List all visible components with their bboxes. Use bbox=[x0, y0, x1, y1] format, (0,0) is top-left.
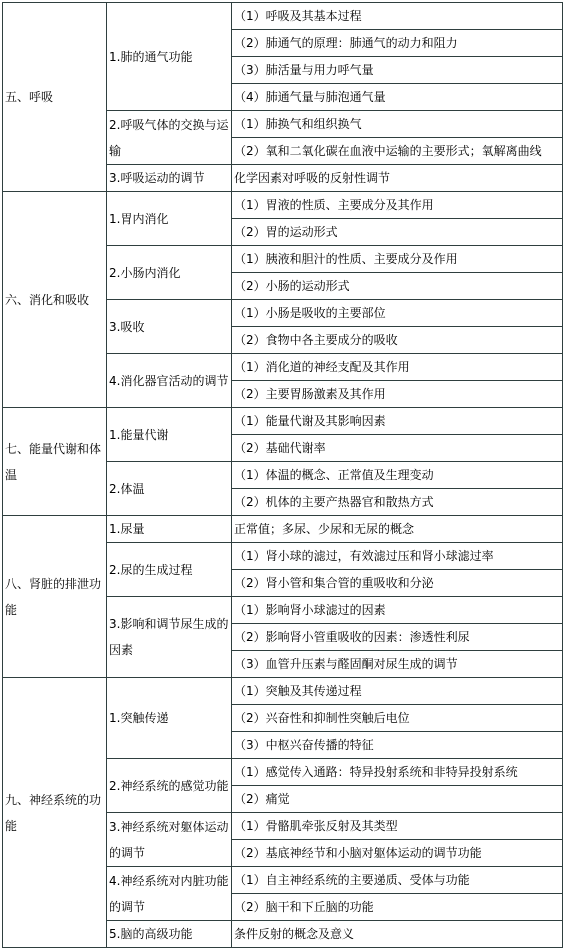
item-cell: （2）胃的运动形式 bbox=[232, 219, 563, 246]
topic-name-cell: 1.能量代谢 bbox=[107, 408, 232, 462]
item-cell: （1）消化道的神经支配及其作用 bbox=[232, 354, 563, 381]
item-cell: （1）感觉传入通路：特异投射系统和非特异投射系统 bbox=[232, 759, 563, 786]
item-cell: （2）肺通气的原理：肺通气的动力和阻力 bbox=[232, 30, 563, 57]
item-cell: （1）能量代谢及其影响因素 bbox=[232, 408, 563, 435]
item-cell: （2）氧和二氧化碳在血液中运输的主要形式；氧解离曲线 bbox=[232, 138, 563, 165]
topic-name-cell: 1.突触传递 bbox=[107, 678, 232, 759]
topic-name-cell: 1.胃内消化 bbox=[107, 192, 232, 246]
syllabus-table bbox=[2, 2, 563, 948]
item-cell: （1）肺换气和组织换气 bbox=[232, 111, 563, 138]
syllabus-table-body bbox=[3, 3, 563, 948]
topic-name-cell: 2.神经系统的感觉功能 bbox=[107, 759, 232, 813]
item-cell: （1）影响肾小球滤过的因素 bbox=[232, 597, 563, 624]
item-cell: （2）影响肾小管重吸收的因素：渗透性利尿 bbox=[232, 624, 563, 651]
table-row bbox=[3, 678, 563, 705]
topic-name-cell: 2.小肠内消化 bbox=[107, 246, 232, 300]
item-cell: （1）突触及其传递过程 bbox=[232, 678, 563, 705]
item-cell: 条件反射的概念及意义 bbox=[232, 921, 563, 948]
item-cell: （1）胃液的性质、主要成分及其作用 bbox=[232, 192, 563, 219]
item-cell: （2）痛觉 bbox=[232, 786, 563, 813]
item-cell: （3）中枢兴奋传播的特征 bbox=[232, 732, 563, 759]
topic-name-cell: 3.呼吸运动的调节 bbox=[107, 165, 232, 192]
item-cell: 正常值；多尿、少尿和无尿的概念 bbox=[232, 516, 563, 543]
item-cell: （1）自主神经系统的主要递质、受体与功能 bbox=[232, 867, 563, 894]
topic-name-cell: 3.影响和调节尿生成的因素 bbox=[107, 597, 232, 678]
item-cell: （1）呼吸及其基本过程 bbox=[232, 3, 563, 30]
section-title-cell: 五、呼吸 bbox=[3, 3, 107, 192]
table-row bbox=[3, 3, 563, 30]
section-title-cell: 六、消化和吸收 bbox=[3, 192, 107, 408]
item-cell: （1）胰液和胆汁的性质、主要成分及作用 bbox=[232, 246, 563, 273]
section-title-cell: 九、神经系统的功能 bbox=[3, 678, 107, 948]
item-cell: （1）骨骼肌牵张反射及其类型 bbox=[232, 813, 563, 840]
topic-name-cell: 1.肺的通气功能 bbox=[107, 3, 232, 111]
item-cell: （3）肺活量与用力呼气量 bbox=[232, 57, 563, 84]
topic-name-cell: 3.吸收 bbox=[107, 300, 232, 354]
item-cell: （3）血管升压素与醛固酮对尿生成的调节 bbox=[232, 651, 563, 678]
item-cell: （2）基底神经节和小脑对躯体运动的调节功能 bbox=[232, 840, 563, 867]
item-cell: （1）小肠是吸收的主要部位 bbox=[232, 300, 563, 327]
item-cell: （2）主要胃肠激素及其作用 bbox=[232, 381, 563, 408]
item-cell: （2）肾小管和集合管的重吸收和分泌 bbox=[232, 570, 563, 597]
topic-name-cell: 5.脑的高级功能 bbox=[107, 921, 232, 948]
section-title-cell: 八、肾脏的排泄功能 bbox=[3, 516, 107, 678]
item-cell: （2）兴奋性和抑制性突触后电位 bbox=[232, 705, 563, 732]
item-cell: （4）肺通气量与肺泡通气量 bbox=[232, 84, 563, 111]
table-row bbox=[3, 516, 563, 543]
topic-name-cell: 4.消化器官活动的调节 bbox=[107, 354, 232, 408]
item-cell: （1）体温的概念、正常值及生理变动 bbox=[232, 462, 563, 489]
table-row bbox=[3, 192, 563, 219]
item-cell: （2）小肠的运动形式 bbox=[232, 273, 563, 300]
item-cell: （1）肾小球的滤过，有效滤过压和肾小球滤过率 bbox=[232, 543, 563, 570]
topic-name-cell: 2.呼吸气体的交换与运输 bbox=[107, 111, 232, 165]
table-row bbox=[3, 408, 563, 435]
topic-name-cell: 3.神经系统对躯体运动的调节 bbox=[107, 813, 232, 867]
item-cell: 化学因素对呼吸的反射性调节 bbox=[232, 165, 563, 192]
section-title-cell: 七、能量代谢和体温 bbox=[3, 408, 107, 516]
item-cell: （2）机体的主要产热器官和散热方式 bbox=[232, 489, 563, 516]
topic-name-cell: 4.神经系统对内脏功能的调节 bbox=[107, 867, 232, 921]
item-cell: （2）脑干和下丘脑的功能 bbox=[232, 894, 563, 921]
topic-name-cell: 2.尿的生成过程 bbox=[107, 543, 232, 597]
item-cell: （2）基础代谢率 bbox=[232, 435, 563, 462]
topic-name-cell: 2.体温 bbox=[107, 462, 232, 516]
topic-name-cell: 1.尿量 bbox=[107, 516, 232, 543]
item-cell: （2）食物中各主要成分的吸收 bbox=[232, 327, 563, 354]
